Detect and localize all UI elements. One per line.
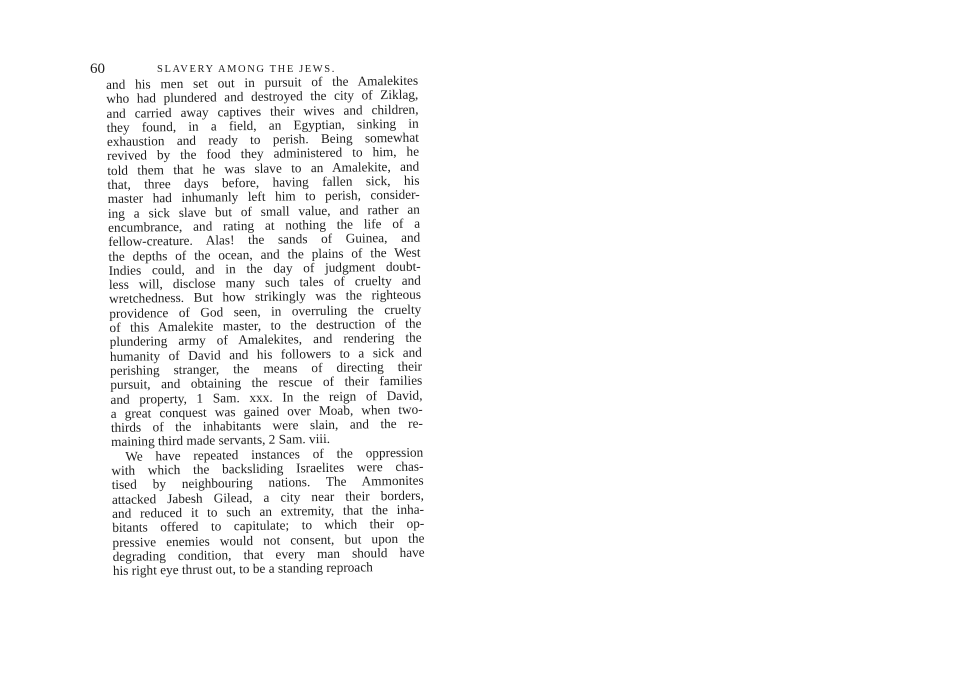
text-line: ing a sick slave but of small value, and rather an — [107, 201, 420, 221]
text-line: with which the backsliding Israelites were chas- — [111, 458, 424, 478]
text-line: humanity of David and his followers to a sick and — [109, 344, 422, 364]
text-line: and carried away captives their wives and children, — [106, 101, 419, 121]
left-text-column — [106, 74, 425, 579]
running-head-left: SLAVERY AMONG THE JEWS. — [157, 64, 336, 75]
text-line: and reduced it to such an extremity, that the inha- — [111, 501, 425, 521]
text-line: that, three days before, having fallen sick, his — [107, 172, 420, 193]
text-line: less will, disclose many such tales of cruelty and — [108, 272, 421, 293]
text-line: they found, in a field, an Egyptian, sinking in — [106, 115, 419, 135]
text-line: told them that he was slave to an Amalekite, and — [107, 158, 420, 178]
text-line: pressive enemies would not consent, but upon the — [112, 530, 425, 550]
text-line: the depths of the ocean, and the plains of the West — [108, 244, 421, 264]
text-line: who had plundered and destroyed the city of Ziklag, — [106, 86, 419, 107]
text-line: and his men set out in pursuit of the Amalekites — [105, 72, 419, 92]
text-line: revived by the food they administered to him, he — [106, 144, 420, 164]
text-line: pursuit, and obtaining the rescue of their families — [110, 372, 423, 393]
text-line: We have repeated instances of the oppression — [125, 444, 424, 464]
text-line: providence of God seen, in overruling the cruelty — [109, 301, 422, 321]
text-line: exhaustion and ready to perish. Being somewhat — [106, 129, 419, 150]
text-line: master had inhumanly left him to perish, consider- — [107, 187, 420, 207]
text-line: a great conquest was gained over Moab, when two- — [110, 401, 423, 421]
text-line: thirds of the inhabitants were slain, and the re- — [110, 415, 423, 436]
text-line: perishing stranger, the means of directing their — [109, 358, 423, 378]
text-line: Indies could, and in the day of judgment doubt- — [108, 258, 421, 278]
text-line: degrading condition, that every man should have — [112, 544, 425, 564]
text-line: fellow-creature. Alas! the sands of Guinea, and — [108, 229, 421, 250]
text-line: wretchedness. But how strikingly was the righteous — [108, 287, 422, 307]
text-line: his right eye thrust out, to be a standing reproach — [112, 559, 373, 579]
text-line: and property, 1 Sam. xxx. In the reign of David, — [110, 387, 423, 407]
text-line: attacked Jabesh Gilead, a city near their borders, — [111, 487, 424, 507]
text-line: plundering army of Amalekites, and rendering the — [109, 329, 422, 350]
text-line: tised by neighbouring nations. The Ammonites — [111, 472, 424, 493]
right-page — [490, 0, 980, 689]
text-line: of this Amalekite master, to the destruction of the — [109, 315, 422, 336]
text-line: maining third made servants, 2 Sam. viii. — [110, 431, 331, 450]
text-line: encumbrance, and rating at nothing the life of a — [107, 215, 421, 235]
page-number-left: 60 — [90, 61, 105, 77]
text-line: bitants offered to capitulate; to which their op- — [112, 515, 425, 536]
